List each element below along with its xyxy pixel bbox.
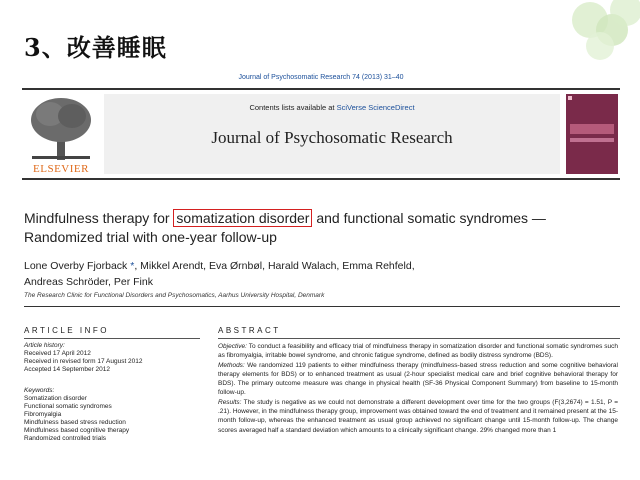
keywords (24, 387, 200, 443)
paper-excerpt (22, 70, 620, 480)
abstract-heading: ABSTRACT (218, 326, 281, 335)
journal-header-box (104, 94, 560, 174)
corresponding-author-mark[interactable]: * (130, 260, 135, 272)
journal-citation[interactable]: Journal of Psychosomatic Research 74 (2013) 31–40 (238, 74, 404, 81)
title-before: Mindfulness therapy for (24, 210, 174, 226)
article-history (24, 342, 200, 374)
abstract-results: Results: The study is negative as we could not demonstrate a different development over time for the two groups (F(3,2674) = 1.51, P = .21). However, in the mindfulness therapy group, improvement was obtained toward the end of treatment and it remained present at the 15-month follow-up, whereas the enhanced treatment as usual group achieved no significant change until 15-month follow-up. The change scores averaged half a standard deviation which amounts to a clinically significant change. 29% changed more than 1 (218, 398, 618, 434)
journal-name: Journal of Psychosomatic Research (211, 128, 453, 147)
article-title (24, 209, 584, 247)
sciencedirect-link[interactable]: SciVerse ScienceDirect (336, 103, 415, 112)
clover-decoration (520, 0, 640, 60)
highlighted-term: somatization disorder (173, 209, 312, 227)
abstract-divider (218, 338, 620, 339)
contents-line (104, 103, 560, 112)
header-divider (24, 306, 620, 307)
keyword-item: Somatization disorder (24, 395, 87, 402)
publisher-name: ELSEVIER (33, 163, 89, 175)
title-after: and functional somatic syndromes — Randomized trial with one-year follow-up (24, 210, 546, 245)
history-item: Received 17 April 2012 (24, 350, 91, 357)
history-item: Accepted 14 September 2012 (24, 366, 111, 373)
keyword-item: Fibromyalgia (24, 411, 62, 418)
keyword-item: Functional somatic syndromes (24, 403, 112, 410)
elsevier-tree-logo (26, 94, 96, 174)
history-item: Received in revised form 17 August 2012 (24, 358, 143, 365)
keyword-item: Mindfulness based stress reduction (24, 419, 126, 426)
slide-title: 3、改善睡眠 (24, 33, 167, 62)
keyword-item: Mindfulness based cognitive therapy (24, 427, 130, 434)
abstract-objective: Objective: To conduct a feasibility and efficacy trial of mindfulness therapy in somatization disorder and functional somatic syndromes such as fibromyalgia, irritable bowel syndrome, and chronic fatigue syndrome, defined as bodily distress syndrome (BDS). (218, 343, 618, 360)
author-first: Lone Overby Fjorback (24, 260, 131, 272)
journal-cover-thumbnail (566, 94, 618, 174)
contents-prefix: Contents lists available at (249, 103, 337, 112)
keywords-label: Keywords: (24, 387, 55, 394)
article-info-divider (24, 338, 200, 339)
abstract-methods: Methods: We randomized 119 patients to either mindfulness therapy (mindfulness-based stress reduction and some cognitive behavioral therapy elements for BDS) or to enhanced treatment as usual (2-hour specialist medical care and brief cognitive behavioral therapy for BDS). The primary outcome measure was change in physical health (SF-36 Physical Component Summary) from baseline to 15-month follow-up. (218, 361, 618, 397)
keyword-item: Randomized controlled trials (24, 435, 107, 442)
author-list (24, 258, 584, 290)
history-label: Article history: (24, 342, 65, 349)
authors-rest: , Mikkel Arendt, Eva Ørnbøl, Harald Walach, Emma Rehfeld, (134, 260, 415, 272)
journal-banner (22, 88, 620, 180)
authors-line2: Andreas Schröder, Per Fink (24, 276, 153, 288)
affiliation: The Research Clinic for Functional Disorders and Psychosomatics, Aarhus University Hospital, Denmark (24, 292, 325, 299)
abstract-text (218, 342, 618, 435)
article-info-heading: ARTICLE INFO (24, 326, 109, 335)
